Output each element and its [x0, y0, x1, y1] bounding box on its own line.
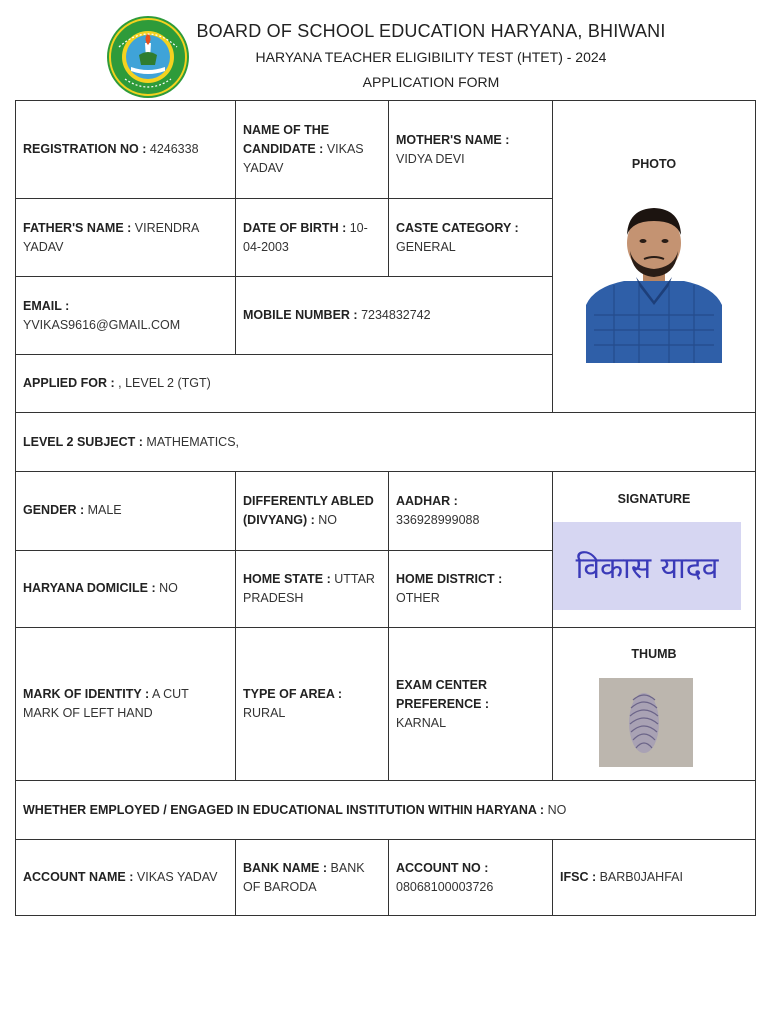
field-value: VIKAS YADAV [136, 870, 218, 884]
field-label: TYPE OF AREA : [243, 687, 343, 701]
field-label: APPLIED FOR : [23, 376, 115, 390]
thumb-label: THUMB [631, 647, 677, 661]
father-name-cell [16, 199, 236, 277]
form-title: APPLICATION FORM [362, 74, 500, 90]
field-value: RURAL [243, 706, 286, 720]
field-label: ACCOUNT NAME : [23, 870, 134, 884]
signature-text: विकास यादव [575, 551, 719, 586]
field-value: 336928999088 [396, 512, 480, 527]
field-value: MALE [87, 503, 122, 518]
exam-title: HARYANA TEACHER ELIGIBILITY TEST (HTET) - 2024 [255, 49, 607, 65]
field-label: BANK NAME : [243, 860, 328, 875]
home-district-cell [389, 550, 553, 628]
form-header [0, 0, 768, 100]
field-value: 7234832742 [361, 308, 431, 322]
table-row [16, 472, 756, 551]
field-label: DIFFERENTLY ABLED (DIVYANG) : [243, 493, 374, 527]
mark-of-identity-cell [16, 628, 236, 781]
field-label: REGISTRATION NO : [23, 142, 147, 156]
board-seal-icon [105, 15, 191, 99]
field-label: EXAM CENTER PREFERENCE : [396, 677, 490, 711]
signature-label: SIGNATURE [617, 492, 691, 506]
field-label: LEVEL 2 SUBJECT : [23, 434, 143, 449]
field-value: KARNAL [396, 715, 447, 730]
field-value: YVIKAS9616@GMAIL.COM [23, 317, 181, 332]
field-label: MOTHER'S NAME : [396, 132, 510, 147]
account-name-cell [16, 840, 236, 916]
bank-name-cell [236, 840, 389, 916]
field-label: MARK OF IDENTITY : [23, 687, 150, 701]
level2-subject-cell [16, 413, 756, 472]
table-row [16, 413, 756, 472]
field-label: GENDER : [23, 503, 85, 518]
table-row [16, 840, 756, 916]
field-label: ACCOUNT NO : [396, 860, 489, 875]
signature-cell [553, 472, 756, 628]
field-value: NO [318, 512, 337, 527]
field-label: HOME DISTRICT : [396, 571, 503, 586]
field-value: BARB0JAHFAI [599, 870, 683, 884]
ifsc-cell [553, 840, 756, 916]
field-label: HOME STATE : [243, 571, 331, 586]
field-label: MOBILE NUMBER : [243, 308, 358, 322]
field-value: 10-04-2003 [243, 220, 368, 254]
field-value: GENERAL [396, 239, 456, 254]
account-no-cell [389, 840, 553, 916]
candidate-name-cell [236, 101, 389, 199]
thumb-impression-image [599, 678, 693, 767]
home-state-cell [236, 550, 389, 628]
dob-cell [236, 199, 389, 277]
field-label: WHETHER EMPLOYED / ENGAGED IN EDUCATIONAL INSTITUTION WITHIN HARYANA : [23, 802, 545, 817]
field-label: CASTE CATEGORY : [396, 220, 519, 235]
type-of-area-cell [236, 628, 389, 781]
thumb-cell [553, 628, 756, 781]
field-label: AADHAR : [396, 493, 458, 508]
field-value: VIRENDRA YADAV [23, 220, 199, 254]
field-value: BANK OF BARODA [243, 860, 365, 894]
field-value: VIKAS YADAV [243, 142, 364, 175]
table-row [16, 628, 756, 781]
aadhar-cell [389, 472, 553, 551]
caste-category-cell [389, 199, 553, 277]
field-label: HARYANA DOMICILE : [23, 581, 156, 596]
divyang-cell [236, 472, 389, 551]
table-row [16, 781, 756, 840]
field-value: , LEVEL 2 (TGT) [118, 376, 211, 390]
haryana-domicile-cell [16, 550, 236, 628]
field-value: A CUT MARK OF LEFT HAND [23, 687, 189, 720]
signature-image [553, 522, 741, 610]
field-label: FATHER'S NAME : [23, 220, 132, 235]
photo-label: PHOTO [631, 157, 677, 171]
field-value: 08068100003726 [396, 879, 494, 894]
field-value: MATHEMATICS, [146, 434, 240, 449]
employed-cell [16, 781, 756, 840]
field-value: VIDYA DEVI [396, 151, 465, 166]
photo-cell [553, 101, 756, 413]
applied-for-cell [16, 355, 553, 413]
registration-no-cell [16, 101, 236, 199]
exam-center-cell [389, 628, 553, 781]
field-value: NO [547, 802, 567, 817]
gender-cell [16, 472, 236, 551]
field-label: EMAIL : [23, 298, 70, 313]
field-value: UTTAR PRADESH [243, 571, 375, 605]
field-value: 4246338 [149, 142, 199, 156]
field-value: OTHER [396, 590, 440, 605]
field-label: NAME OF THE CANDIDATE : [243, 123, 330, 156]
field-label: IFSC : [560, 870, 597, 884]
table-row [16, 101, 756, 199]
mobile-cell [236, 277, 553, 355]
mother-name-cell [389, 101, 553, 199]
field-label: DATE OF BIRTH : [243, 220, 347, 235]
board-title: BOARD OF SCHOOL EDUCATION HARYANA, BHIWANI [196, 21, 666, 41]
field-value: NO [159, 581, 178, 596]
application-table [15, 100, 756, 916]
candidate-photo [584, 205, 724, 363]
email-cell [16, 277, 236, 355]
